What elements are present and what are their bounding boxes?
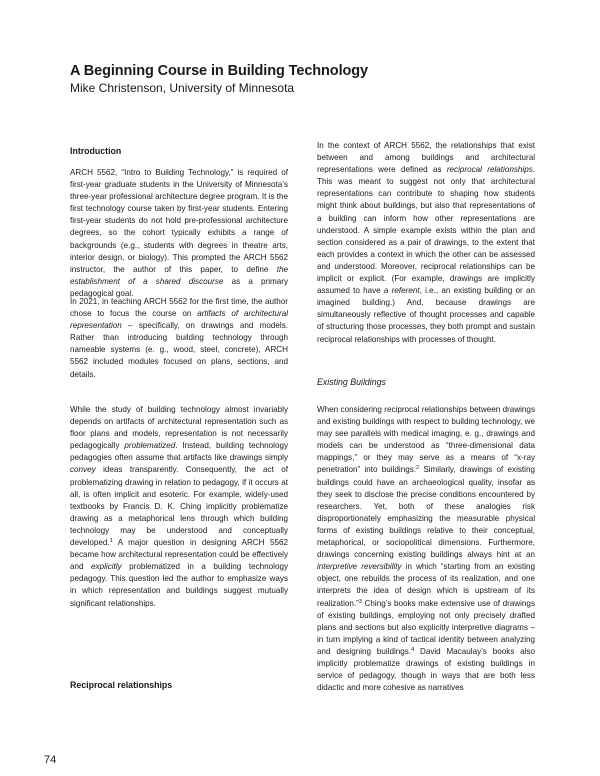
emphasis-text: artifacts of architectural representation [70,309,289,331]
footnote-marker: 2 [416,465,420,472]
left-paragraph-1 [70,167,288,300]
paper-title: A Beginning Course in Building Technology [70,63,368,79]
heading-reciprocal-relationships: Reciprocal relationships [70,680,173,690]
footnote-marker: 3 [358,598,362,605]
emphasis-text: problematized [124,441,176,451]
left-paragraph-2 [70,296,288,381]
text-run: – specifically, on drawings and models. Rather than introducing building technology through nameable systems (e. g., wood, steel, concrete), ARCH 5562 included modules focused on plans, sections, and details. [70,321,288,379]
footnote-marker: 4 [411,646,415,653]
text-run: ideas transparently. Consequently, the act of problematizing drawing in relation to pedagogy, if it occurs at all, is often implicit and esoteric. For example, widely-used textbooks by Francis D. K. Ching implicitly problematize drawing as a metaphorical lens through which building technology may be understood and conceptually developed. [70,465,288,548]
text-run: in which “starting from an existing object, one rebuilds the process of its realization, and one interprets the idea of design which is upstream of its realization.” [317,562,535,608]
text-run: . Instead, building technology pedagogies often assume that artifacts like drawings simply [70,441,288,463]
emphasis-text: a referent [383,286,420,296]
text-run: David Macaulay’s books also implicitly problematize drawings of existing buildings in service of pedagogy, though in ways that are both less didactic and more cohesive as narratives [317,646,535,693]
text-run: as a primary pedagogical goal. [70,276,288,298]
text-run: While the study of building technology almost invariably depends on artifacts of architectural representation such as floor plans and models, representation is not necessarily pedagogically [70,405,288,451]
text-run: , i.e., an existing building or an imagined building.) And, because drawings are simultaneously reflective of thought processes and capable of structuring those processes, they both prompt and sustain reciprocal relationships with processes of thought. [317,286,535,344]
right-paragraph-2 [317,404,535,694]
text-run: In 2021, in teaching ARCH 5562 for the first time, the author chose to focus the course on [70,297,288,319]
text-run: Similarly, drawings of existing buildings could have an archaeological quality, insofar as they seek to disclose the precise conditions encountered by researchers. Yet, both of these analogies risk disproportionately emphasizing the measurable physical forms of existing buildings relative to their conceptual, metaphorical, or sociopolitical dimensions. Furthermore, drawings concerning existing buildings always hint at an [317,465,535,560]
emphasis-text: interpretive reversibility [317,562,402,572]
text-run: problematized in a building technology pedagogy. This question led the author to emphasize ways in which representation and buildings suggest mutually significant relationships. [70,562,288,608]
right-paragraph-1 [317,140,535,346]
text-run: A major question in designing ARCH 5562 became how architectural representation could be effectively and [70,538,288,572]
footnote-marker: 1 [109,538,113,545]
emphasis-text: reciprocal relationships [446,165,533,175]
text-run: When considering reciprocal relationships between drawings and existing buildings with respect to building technology, we may see parallels with medical imaging, e. g., drawings and models can be understood as “three-dimensional data mappings,” or they may serve as a means of “x-ray penetration” into buildings. [317,405,535,475]
emphasis-text: convey [70,465,96,475]
text-run: Ching’s books make extensive use of drawings of existing buildings, employing not only precisely drafted plans and sections but also explicitly interpretive diagrams – in turn implying a kind of tactical identity between analyzing and designing buildings. [317,598,535,656]
heading-introduction: Introduction [70,146,122,156]
subheading-existing-buildings: Existing Buildings [317,377,386,387]
emphasis-text: the establishment of a shared discourse [70,264,288,286]
text-run: In the context of ARCH 5562, the relationships that exist between and among buildings and architectural representations were defined as [317,141,535,175]
emphasis-text: explicitly [91,562,122,572]
paper-author: Mike Christenson, University of Minnesota [70,81,295,95]
left-paragraph-3 [70,404,288,610]
text-run: . This was meant to suggest not only that architectural representations can contribute to shaping how students might think about buildings, but also that representations of a building can inform how other representations are understood. A simple example exists within the plan and section considered as a pair of drawings, to the extent that each provides a context in which the other can be assessed and understood. Moreover, reciprocal relationships can be implicit or explicit. (For example, drawings are implicitly assumed to have [317,165,535,296]
text-run: ARCH 5562, “Intro to Building Technology,” is required of first-year graduate students in the University of Minnesota’s three-year professional architecture degree program. It is the first technology course taken by first-year students. Entering first-year students do not hold pre-professional architecture degrees, so the cohort typically exhibits a range of backgrounds (e.g., students with degrees in theatre arts, interior design, or biology). This prompted the ARCH 5562 instructor, the author of this paper, to define [70,168,288,274]
page-number: 74 [44,754,57,766]
